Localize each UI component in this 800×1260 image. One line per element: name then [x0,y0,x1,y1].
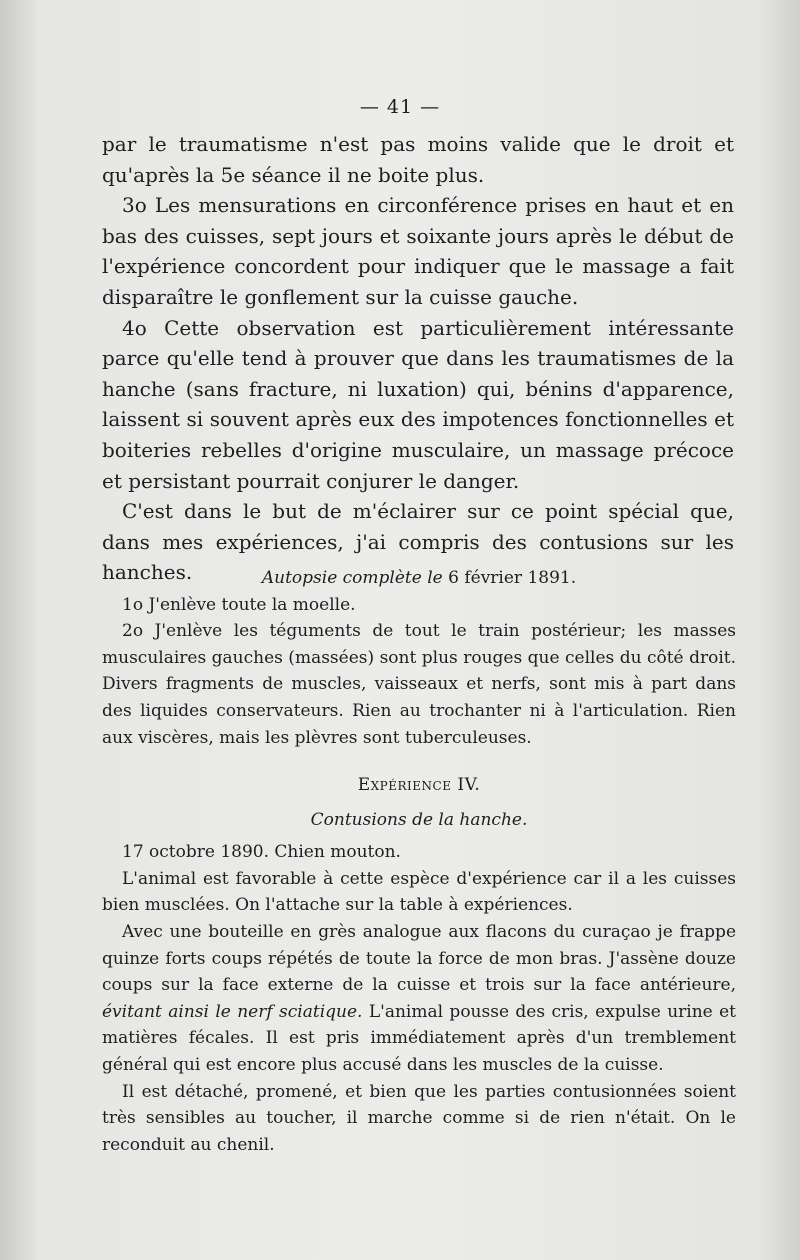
paragraph-point-4: 4o Cette observation est particulièrement intéressante parce qu'elle tend à prouver que dans les traumatismes de la hanche (sans fracture, ni luxation) qui, bénins d'apparence, laissent si souvent après eux des impotences fonctionnelles et boiteries rebelles d'origine musculaire, un massage précoce et persistant pourrait conjurer le danger. [102,315,734,493]
experience-paragraph-2-italic: évitant ainsi le nerf sciatique. [102,1001,363,1022]
experience-date-line: 17 octobre 1890. Chien mouton. [122,842,401,863]
experience-paragraph-2-start: Avec une bouteille en grès analogue aux flacons du curaçao je frappe quinze forts coups répétés de toute la force de mon bras. J'assène douze coups sur la face externe de la cuisse et trois sur la face antérieure, [102,921,736,996]
experience-paragraph-2 [102,919,736,1079]
page-number: — 41 — [359,96,441,118]
experience-paragraph-3: Il est détaché, promené, et bien que les parties contusionnées soient très sensibles au toucher, il marche comme si de rien n'était. On le reconduit au chenil. [102,1081,736,1155]
autopsy-item-2: 2o J'enlève les téguments de tout le train postérieur; les masses musculaires gauches (massées) sont plus rouges que celles du côté droit. Divers fragments de muscles, vaisseaux et nerfs, sont mis à part dans des liquides conservateurs. Rien au trochanter ni à l'articulation. Rien aux viscères, mais les plèvres sont tuberculeuses. [102,621,736,748]
autopsy-item-1: 1o J'enlève toute la moelle. [122,594,356,615]
paragraph-continuation: par le traumatisme n'est pas moins valide que le droit et qu'après la 5e séance il ne boite plus. [102,132,734,187]
experience-paragraph-2-end: L'animal pousse des cris, expulse urine et matières fécales. Il est pris immédiatement après d'un tremblement général qui est encore plus accusé dans les muscles de la cuisse. [102,1001,737,1075]
autopsy-heading-date: 6 février 1891. [448,568,577,588]
paragraph-point-3: 3o Les mensurations en circonférence prises en haut et en bas des cuisses, sept jours et soixante jours après le début de l'expérience concordent pour indiquer que le massage a fait disparaître le gonflement sur la cuisse gauche. [102,193,734,309]
autopsy-section [102,565,736,751]
autopsy-heading [102,565,736,592]
paragraph-conclusion: C'est dans le but de m'éclairer sur ce point spécial que, dans mes expériences, j'ai compris des contusions sur les hanches. [102,499,734,585]
main-text [102,129,734,588]
experience-paragraph-1: L'animal est favorable à cette espèce d'expérience car il a les cuisses bien musclées. On l'attache sur la table à expériences. [102,868,736,916]
experience-subtitle: Contusions de la hanche. [310,809,528,830]
experience-section [102,772,736,1158]
experience-title: Expérience IV. [357,775,481,795]
autopsy-heading-label: Autopsie complète le [261,568,443,588]
